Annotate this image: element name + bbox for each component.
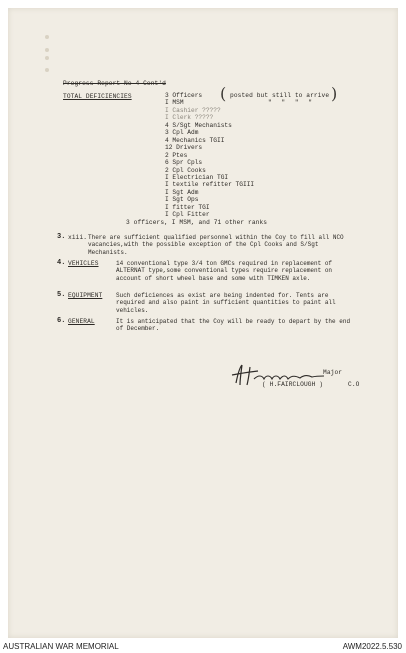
paragraph-heading: GENERAL [68,318,95,325]
list-item: I fitter TGI [165,203,210,211]
footer-accession-number: AWM2022.5.530 [342,642,402,651]
deficiency-summary: 3 officers, I MSM, and 71 other ranks [126,219,268,226]
posted-note: posted but still to arrive [230,92,330,99]
list-item: I Sgt Ops [165,196,199,204]
paragraph-number: 3. [57,233,66,241]
list-item: 12 Drivers [165,144,203,152]
paragraph-heading: VEHICLES [68,260,99,267]
paragraph-text: It is anticipated that the Coy will be ready to depart by the end of December. [116,318,351,333]
note-bracket-open: ( [220,84,227,103]
punch-hole [45,35,49,39]
list-item: I Electrician TGI [165,173,229,181]
paragraph-number: 4. [57,259,66,267]
list-item: I textile refitter TGIII [165,181,255,189]
paragraph-lead: xiii. [68,234,88,241]
list-item: I Sgt Adm [165,188,199,196]
list-item: 4 Mechanics TGII [165,136,225,144]
list-item: I Cpl Fitter [165,211,210,219]
list-item: 4 S/Sgt Mechanists [165,121,232,129]
paragraph-number: 6. [57,317,66,325]
note-bracket-close: ) [331,84,338,103]
punch-hole [45,48,49,52]
deficiency-list [165,92,254,219]
list-item: 6 Spr Cpls [165,159,203,167]
punch-hole [45,68,49,72]
list-item: I Cashier ????? [165,106,221,114]
punch-hole [45,56,49,60]
footer-institution: AUSTRALIAN WAR MEMORIAL [3,642,119,651]
ditto-marks: " " " " [268,99,315,106]
archive-footer [0,640,406,653]
signature-title: C.O [348,381,360,388]
list-item: 3 Officers [165,92,203,99]
list-item: 2 Ptes [165,151,188,159]
list-item: 2 Cpl Cooks [165,166,206,174]
paragraph-text: Such deficiences as exist are being indented for. Tents are required and also paint in sufficient quantities to paint all vehicles. [116,292,336,314]
signature-rank: Major [323,369,343,376]
paragraph-text: There are sufficient qualified personnel within the Coy to fill all NCO vacancies,with the possible exception of the Cpl Cooks and S/Sgt Mechanists. [88,234,344,256]
list-item: I MSM [165,99,184,107]
report-header: Progress Report No 4 Cont'd [63,80,166,87]
paragraph-heading: EQUIPMENT [68,292,103,299]
list-item: 3 Cpl Adm [165,129,199,137]
list-item: I Clerk ????? [165,114,214,122]
paragraph-text: 14 conventional type 3/4 ton GMCs required in replacement of ALTERNAT type,some conventional types require replacement on account of short wheel base and some with TIMKEN axle. [116,260,333,282]
total-deficiencies-label: TOTAL DEFICIENCIES [63,93,132,100]
paragraph-number: 5. [57,291,66,299]
signature-name: ( H.FAIRCLOUGH ) [262,381,324,388]
